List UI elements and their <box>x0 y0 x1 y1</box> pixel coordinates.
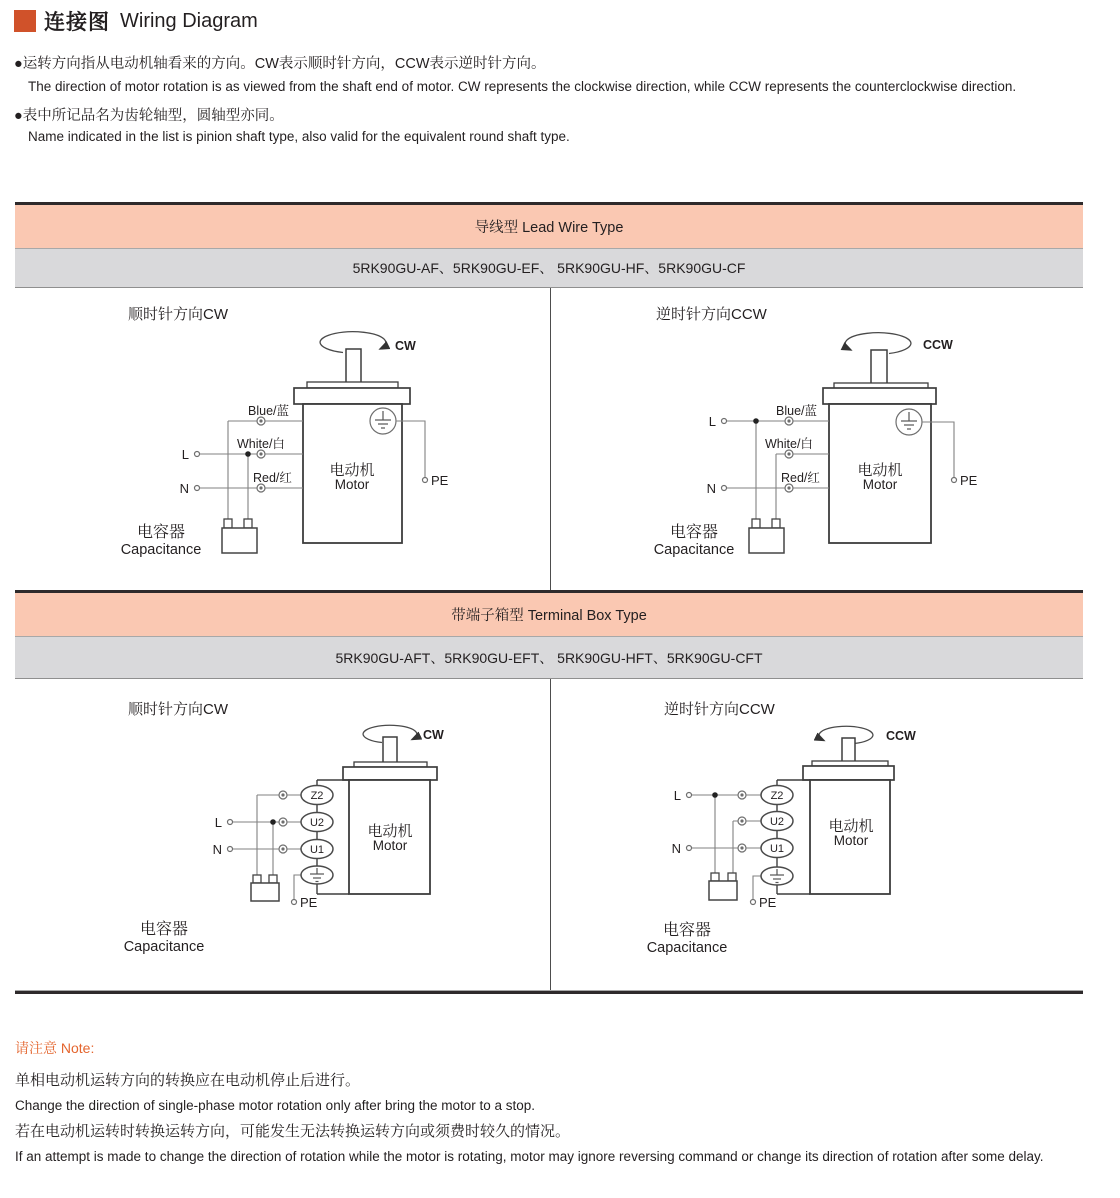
terminal-box-ccw-cell <box>551 679 1083 990</box>
motor-flange <box>823 388 936 404</box>
lead-wire-diagram-row <box>15 288 1083 590</box>
junction-dot <box>245 451 251 457</box>
wiring-table <box>15 202 1083 994</box>
ground-icon <box>896 409 922 435</box>
rotation-label-cw: CW <box>423 728 444 742</box>
capacitor-label-zh: 电容器 <box>669 524 719 541</box>
capacitor-label-zh: 电容器 <box>662 922 712 939</box>
red-wire-label: Red/红 <box>253 471 292 485</box>
capacitor-label-en: Capacitance <box>653 542 735 558</box>
junction-dot <box>712 792 718 798</box>
capacitor <box>251 875 279 901</box>
page-title <box>14 6 258 36</box>
rotation-label-cw: CW <box>395 339 416 353</box>
pe-label: PE <box>300 895 318 910</box>
lead-wire-cw-cell <box>15 288 551 590</box>
blue-wire-label: Blue/蓝 <box>776 404 817 418</box>
pe-label: PE <box>759 895 777 910</box>
lead-wire-ccw-diagram <box>551 288 1083 585</box>
u1-label: U1 <box>769 843 785 855</box>
line-terminal <box>228 820 233 825</box>
model-list-terminal-box: 5RK90GU-AFT、5RK90GU-EFT、 5RK90GU-HFT、5RK90GU-CFT <box>15 637 1083 678</box>
terminal-box-diagram-row <box>15 679 1083 990</box>
capacitor-label-en: Capacitance <box>123 939 205 955</box>
section-header-terminal-box: 带端子箱型 Terminal Box Type <box>15 593 1083 636</box>
terminal-box-ccw-diagram <box>551 679 1083 985</box>
wires <box>200 421 303 519</box>
diagram-title-cw: 顺时针方向CW <box>128 701 228 718</box>
pe-terminal <box>292 900 297 905</box>
intro-bullet1-zh: ●运转方向指从电动机轴看来的方向。CW表示顺时针方向，CCW表示逆时针方向。 <box>14 56 546 72</box>
motor-label-en: Motor <box>334 477 370 492</box>
neutral-label: N <box>179 481 189 496</box>
u1-label: U1 <box>309 844 325 856</box>
note-line2-zh: 若在电动机运转时转换运转方向，可能发生无法转换运转方向或须费时较久的情况。 <box>15 1123 571 1140</box>
capacitor <box>222 519 257 553</box>
motor-shaft <box>346 349 361 384</box>
wires <box>727 421 829 519</box>
motor-flange <box>343 767 437 780</box>
line-label: L <box>708 414 716 429</box>
accent-square-icon <box>14 10 36 32</box>
neutral-label: N <box>212 842 222 857</box>
page-title-zh: 连接图 <box>44 11 110 34</box>
junction-dot <box>270 819 276 825</box>
neutral-terminal <box>722 486 727 491</box>
pe-label: PE <box>431 473 449 488</box>
line-terminal <box>687 793 692 798</box>
pe-terminal <box>423 478 428 483</box>
intro-bullet2-zh: ●表中所记品名为齿轮轴型，圆轴型亦同。 <box>14 108 284 124</box>
line-label: L <box>673 788 681 803</box>
rotation-label-ccw: CCW <box>923 338 953 352</box>
line-terminal <box>195 452 200 457</box>
line-label: L <box>214 815 222 830</box>
model-list-lead-wire: 5RK90GU-AF、5RK90GU-EF、 5RK90GU-HF、5RK90GU-CF <box>15 249 1083 287</box>
motor-shaft <box>383 737 397 765</box>
motor <box>294 349 410 543</box>
motor-label-zh: 电动机 <box>367 823 413 840</box>
neutral-label: N <box>706 481 716 496</box>
motor <box>343 737 437 894</box>
motor-plate <box>307 382 398 388</box>
red-wire-label: Red/红 <box>781 471 820 485</box>
wire-terminals <box>738 791 746 852</box>
lead-wire-ccw-cell <box>551 288 1083 590</box>
diagram-title-ccw: 逆时针方向CCW <box>664 701 775 718</box>
motor <box>823 350 936 543</box>
white-wire-label: White/白 <box>765 437 813 451</box>
capacitor-label-zh: 电容器 <box>139 921 189 938</box>
pe-terminal <box>952 478 957 483</box>
neutral-terminal <box>687 846 692 851</box>
motor-label-zh: 电动机 <box>329 462 375 479</box>
note-block <box>15 1032 1115 1164</box>
motor-label-en: Motor <box>862 477 898 492</box>
note-line1-en: Change the direction of single-phase motor rotation only after bring the motor to a stop. <box>15 1098 536 1113</box>
note-line1-zh: 单相电动机运转方向的转换应在电动机停止后进行。 <box>15 1072 361 1089</box>
motor-flange <box>294 388 410 404</box>
motor-label-zh: 电动机 <box>857 462 903 479</box>
neutral-terminal <box>195 486 200 491</box>
capacitor-label-en: Capacitance <box>646 940 728 956</box>
capacitor-label-en: Capacitance <box>120 542 202 558</box>
white-wire-label: White/白 <box>237 437 285 451</box>
z2-label: Z2 <box>310 790 324 802</box>
u2-label: U2 <box>769 816 785 828</box>
page-title-en: Wiring Diagram <box>120 9 258 32</box>
intro-bullet2-en: Name indicated in the list is pinion shaft type, also valid for the equivalent round shaft type. <box>28 129 570 144</box>
blue-wire-label: Blue/蓝 <box>248 404 289 418</box>
rotation-label-ccw: CCW <box>886 729 916 743</box>
terminal-box-cw-cell <box>15 679 551 990</box>
table-bottom-border <box>15 991 1083 994</box>
neutral-label: N <box>671 841 681 856</box>
pe-terminal <box>751 900 756 905</box>
capacitor <box>749 519 784 553</box>
neutral-terminal <box>228 847 233 852</box>
terminal-box-cw-diagram <box>15 679 550 985</box>
diagram-title-cw: 顺时针方向CW <box>128 306 228 323</box>
line-terminal <box>722 419 727 424</box>
capacitor <box>709 873 737 900</box>
intro-bullet1-en: The direction of motor rotation is as viewed from the shaft end of motor. CW represents the clockwise direction, while CCW represents the counterclockwise direction. <box>28 79 1017 94</box>
junction-dot <box>753 418 759 424</box>
lead-wire-cw-diagram <box>15 288 550 585</box>
ground-icon <box>370 408 396 434</box>
capacitor-label-zh: 电容器 <box>136 524 186 541</box>
diagram-title-ccw: 逆时针方向CCW <box>656 306 767 323</box>
note-line2-en: If an attempt is made to change the direction of rotation while the motor is rotating, motor may ignore reversing command or change its direction of rotation after some delay. <box>15 1149 1044 1164</box>
note-title: 请注意 Note: <box>15 1040 95 1056</box>
section-header-lead-wire: 导线型 Lead Wire Type <box>15 205 1083 248</box>
motor-label-en: Motor <box>372 838 408 853</box>
z2-label: Z2 <box>770 790 784 802</box>
pe-label: PE <box>960 473 978 488</box>
motor <box>803 738 894 894</box>
line-label: L <box>181 447 189 462</box>
motor-label-en: Motor <box>833 833 869 848</box>
wire-terminals <box>279 791 287 853</box>
motor-flange <box>803 766 894 780</box>
motor-label-zh: 电动机 <box>828 818 874 835</box>
motor-shaft <box>871 350 887 384</box>
u2-label: U2 <box>309 817 325 829</box>
